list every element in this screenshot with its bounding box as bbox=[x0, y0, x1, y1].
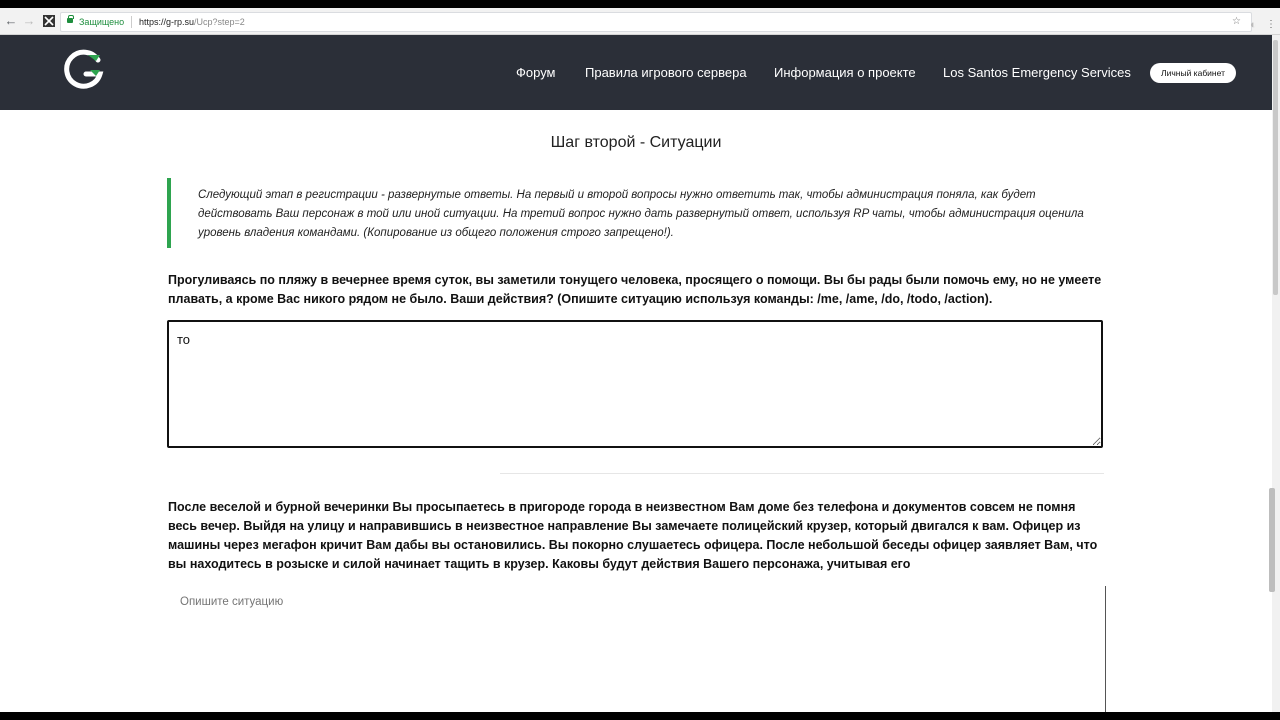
browser-toolbar bbox=[0, 8, 1280, 35]
registration-notice bbox=[167, 178, 1111, 248]
nav-server-rules[interactable]: Правила игрового сервера bbox=[585, 65, 747, 80]
browser-menu-icon[interactable]: ⋮ bbox=[1266, 19, 1276, 30]
address-bar[interactable] bbox=[60, 12, 1252, 32]
scrollbar-thumb[interactable] bbox=[1273, 40, 1278, 295]
nav-emergency-services[interactable]: Los Santos Emergency Services bbox=[943, 65, 1131, 80]
screen-bottom-edge bbox=[0, 712, 1280, 720]
answer-1-textarea[interactable] bbox=[167, 320, 1103, 448]
site-logo[interactable] bbox=[60, 46, 108, 90]
screen-top-edge bbox=[0, 0, 1280, 8]
url-path: /Ucp?step=2 bbox=[194, 17, 245, 27]
question-2: После веселой и бурной вечеринки Вы просыпаетесь в пригороде города в неизвестном Вам доме без телефона и документов совсем не помня весь вечер. Выйдя на улицу и направившись в неизвестное направление Вы замечаете полицейский крузер, который двигался к вам. Офицер из машины через мегафон кричит Вам дабы вы остановились. Вы покорно слушаетесь офицера. После небольшой беседы офицер заявляет Вам, что вы находитесь в розыске и силой начинает тащить в крузер. Каковы будут действия Вашего персонажа, учитывая его bbox=[168, 500, 1098, 571]
nav-project-info[interactable]: Информация о проекте bbox=[774, 65, 916, 80]
back-icon[interactable]: ← bbox=[4, 13, 18, 28]
secure-label: Защищено bbox=[79, 17, 125, 27]
personal-cabinet-button[interactable]: Личный кабинет bbox=[1150, 63, 1236, 83]
inner-scrollbar-thumb[interactable] bbox=[1269, 488, 1275, 592]
question-1: Прогуливаясь по пляжу в вечернее время суток, вы заметили тонущего человека, просящего о помощи. Вы бы рады были помочь ему, но не умеете плавать, а кроме Вас никого рядом не было. Ваши действия? (Опишите ситуацию используя команды: /me, /ame, /do, /todo, /action). bbox=[168, 273, 1102, 306]
section-divider bbox=[500, 473, 1104, 474]
reload-icon[interactable] bbox=[40, 12, 58, 30]
site-header bbox=[0, 35, 1272, 110]
nav-forum[interactable]: Форум bbox=[516, 65, 556, 80]
page-title: Шаг второй - Ситуации bbox=[550, 134, 722, 151]
address-separator bbox=[131, 16, 132, 28]
url-host: https://g-rp.su bbox=[139, 17, 195, 27]
notice-text: Следующий этап в регистрации - развернутые ответы. На первый и второй вопросы нужно ответить так, чтобы администрация поняла, как будет действовать Ваш персонаж в той или иной ситуации. На третий вопрос нужно дать развернутый ответ, используя RP чаты, чтобы администрация оценила уровень владения командами. (Копирование из общего положения строго запрещено!). bbox=[198, 189, 1084, 239]
answer-2-textarea[interactable] bbox=[168, 586, 1106, 712]
forward-icon[interactable]: → bbox=[22, 13, 36, 28]
bookmark-star-icon[interactable]: ☆ bbox=[1232, 16, 1241, 27]
lock-icon bbox=[67, 18, 73, 23]
extension-icon[interactable]: ◐ bbox=[1250, 19, 1257, 31]
url-text bbox=[139, 13, 245, 31]
